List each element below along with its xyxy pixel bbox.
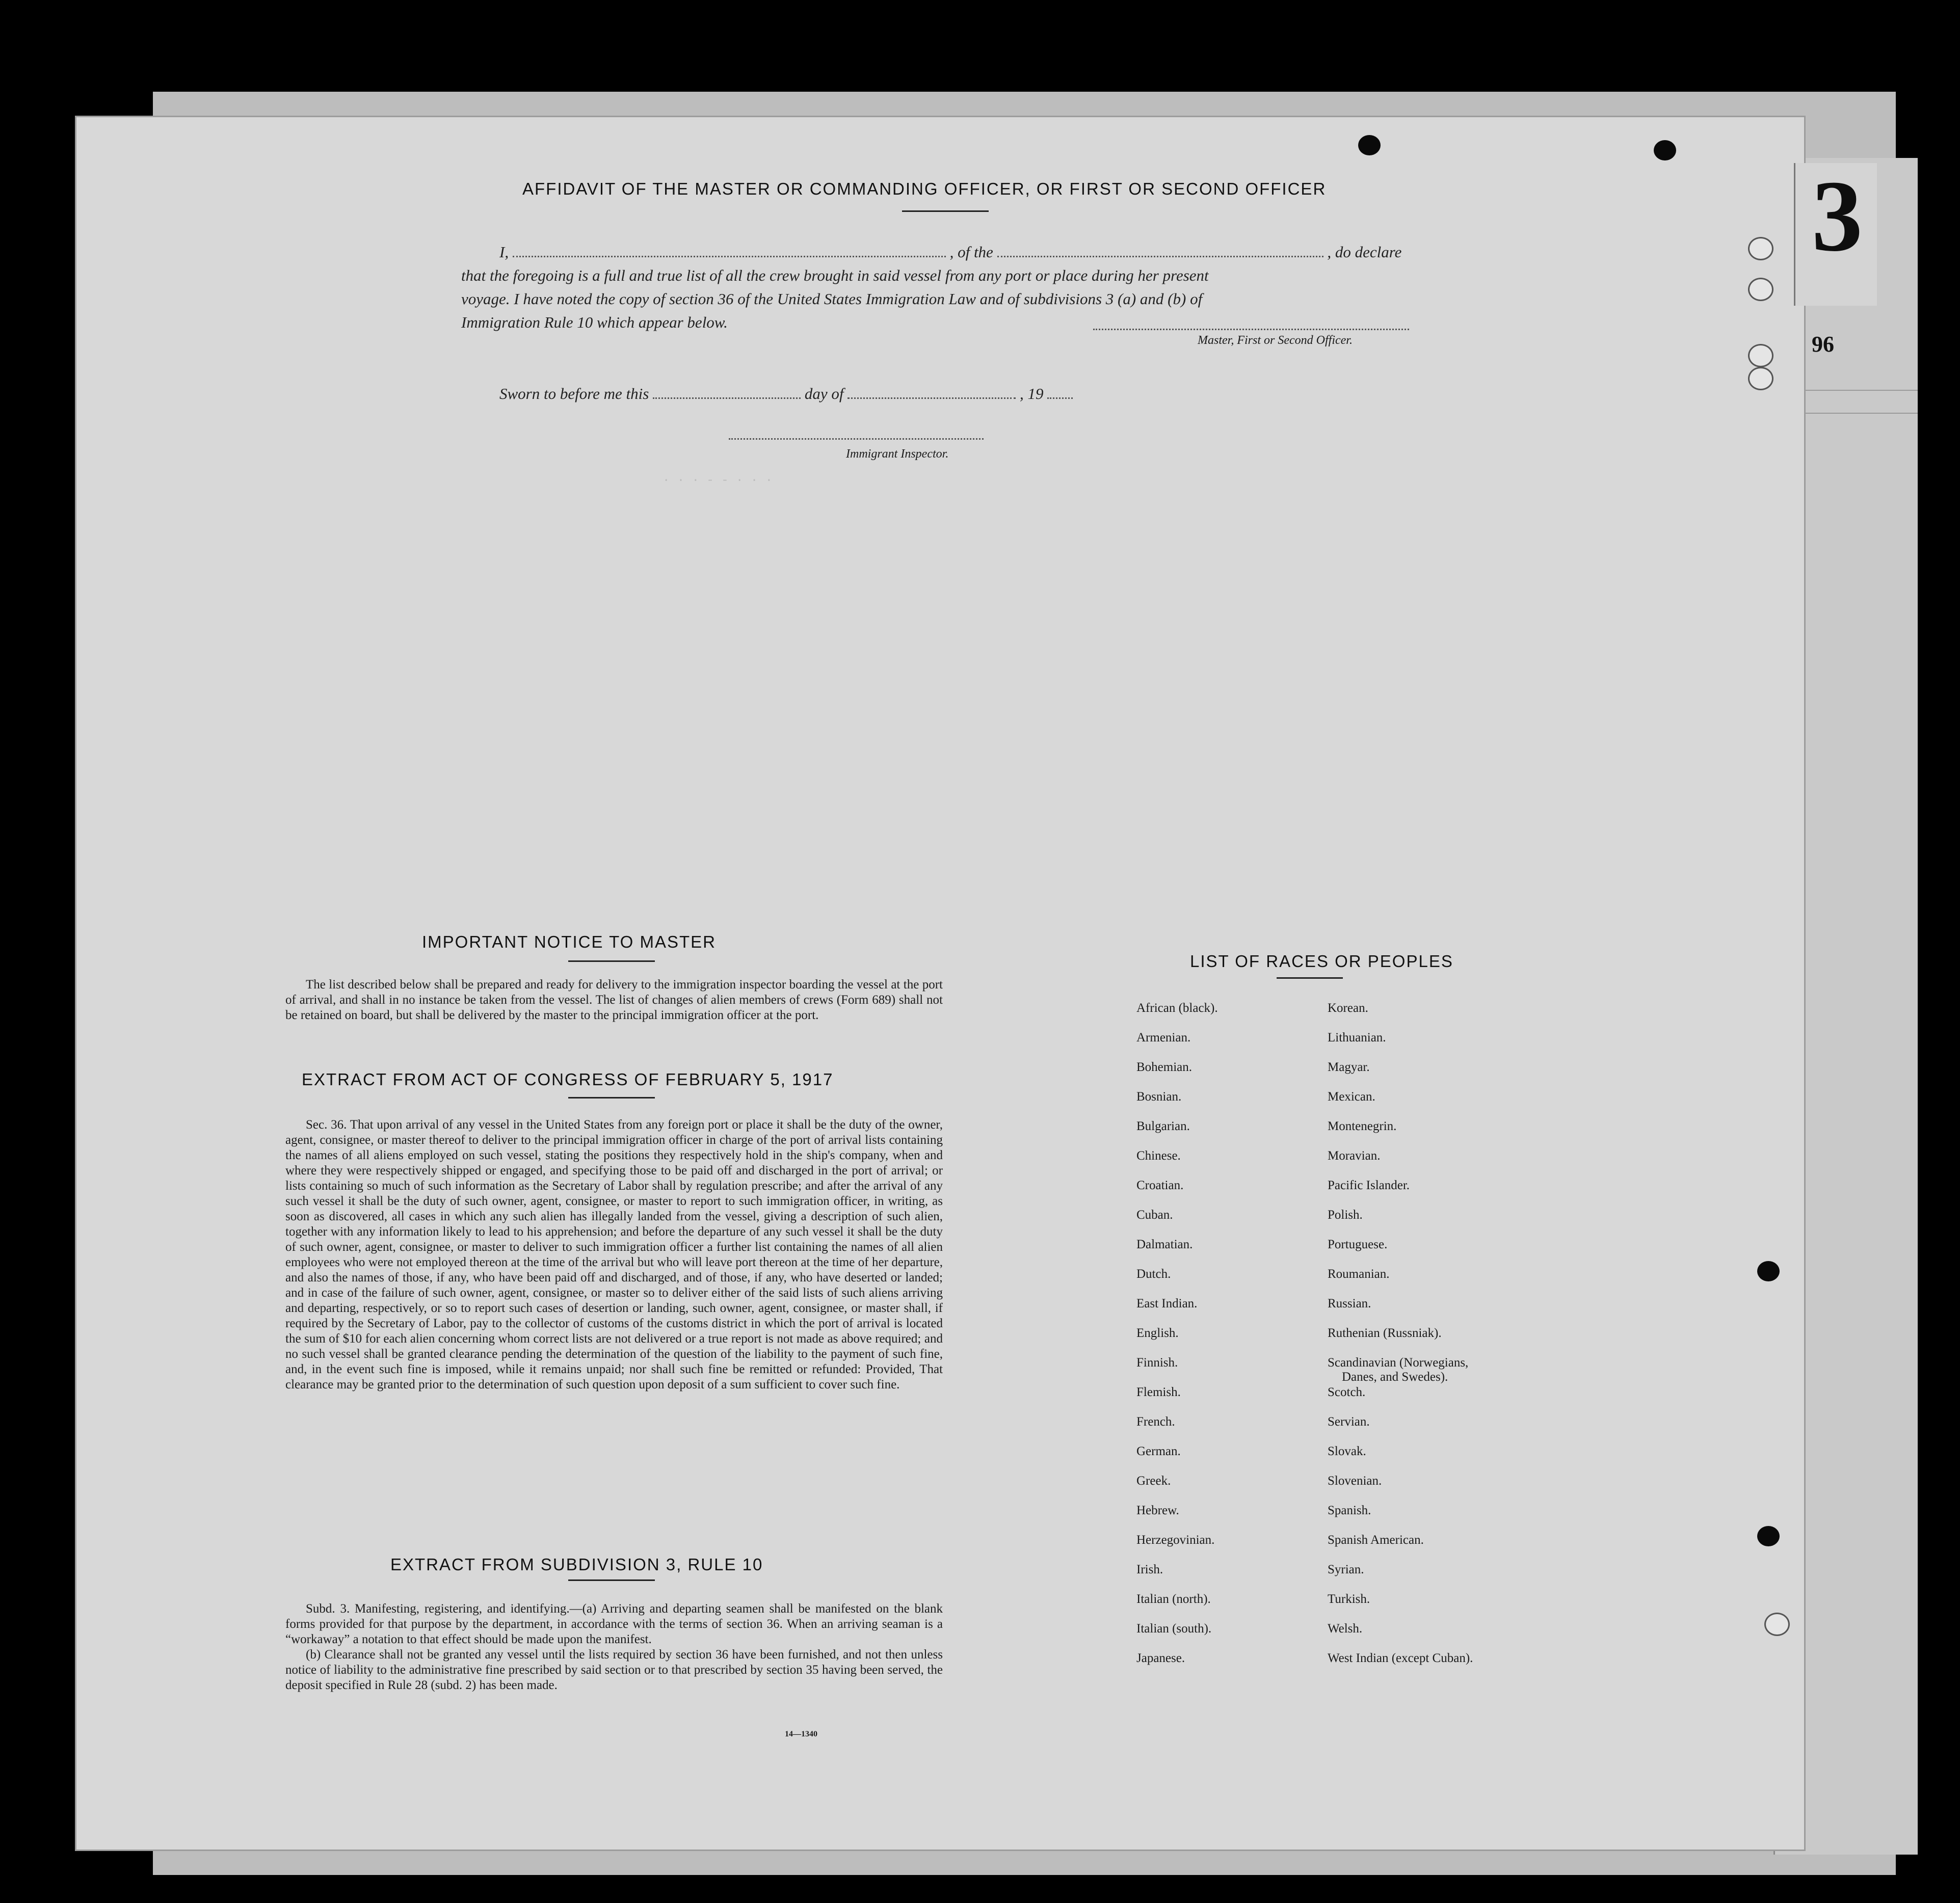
form-number: 14—1340 <box>785 1730 817 1738</box>
sworn-month-field[interactable] <box>847 397 1016 399</box>
binding-hole-3 <box>1748 344 1773 367</box>
race-item: Turkish. <box>1328 1592 1370 1606</box>
race-item: Pacific Islander. <box>1328 1178 1410 1192</box>
race-item: Scotch. <box>1328 1385 1366 1399</box>
sworn-day-field[interactable] <box>653 397 801 399</box>
race-item: Bosnian. <box>1136 1090 1182 1104</box>
notice-text <box>285 977 943 1023</box>
race-item: Slovenian. <box>1328 1474 1382 1488</box>
races-right-column <box>1328 1001 1593 1796</box>
race-item: West Indian (except Cuban). <box>1328 1651 1473 1665</box>
race-item: Korean. <box>1328 1001 1368 1015</box>
race-item: Scandinavian (Norwegians, <box>1328 1356 1469 1370</box>
race-item: Spanish. <box>1328 1504 1371 1517</box>
races-heading: LIST OF RACES OR PEOPLES <box>1190 952 1453 971</box>
declarant-prefix: I, <box>499 243 509 261</box>
race-item: Dutch. <box>1136 1267 1171 1281</box>
race-item: German. <box>1136 1444 1181 1458</box>
notice-heading: IMPORTANT NOTICE TO MASTER <box>422 932 717 951</box>
binding-hole-top-right <box>1654 140 1676 160</box>
race-item: Cuban. <box>1136 1208 1173 1222</box>
race-item: Montenegrin. <box>1328 1119 1397 1133</box>
races-left-column <box>1136 1001 1320 1796</box>
race-item: Bulgarian. <box>1136 1119 1190 1133</box>
affidavit-heading: AFFIDAVIT OF THE MASTER OR COMMANDING OFFICER, OR FIRST OR SECOND OFFICER <box>522 179 1327 198</box>
race-item: Finnish. <box>1136 1356 1178 1370</box>
notice-heading-rule <box>568 960 655 962</box>
act-text <box>285 1117 943 1392</box>
race-item: East Indian. <box>1136 1297 1198 1310</box>
day-of-text: day of <box>804 385 844 403</box>
binding-hole-top <box>1358 135 1381 155</box>
race-item: Slovak. <box>1328 1444 1366 1458</box>
act-heading: EXTRACT FROM ACT OF CONGRESS OF FEBRUARY 5, 1917 <box>302 1070 834 1089</box>
race-item: Hebrew. <box>1136 1504 1179 1517</box>
race-item: African (black). <box>1136 1001 1218 1015</box>
race-item: Italian (north). <box>1136 1592 1211 1606</box>
affidavit-line-2: that the foregoing is a full and true list of all the crew brought in said vessel from any port or place during her present <box>461 266 1209 284</box>
races-heading-rule <box>1277 977 1343 979</box>
tab-number: 3 <box>1812 160 1863 273</box>
race-item: Roumanian. <box>1328 1267 1390 1281</box>
year-prefix: , 19 <box>1019 385 1044 403</box>
side-number: 96 <box>1812 332 1834 357</box>
sworn-year-field[interactable] <box>1047 397 1073 399</box>
master-signature-line[interactable] <box>1093 329 1409 330</box>
form-page <box>76 117 1804 1850</box>
rule-heading: EXTRACT FROM SUBDIVISION 3, RULE 10 <box>390 1555 763 1574</box>
binding-hole-7 <box>1764 1613 1790 1636</box>
inspector-label: Immigrant Inspector. <box>846 447 949 461</box>
race-item: Syrian. <box>1328 1563 1364 1576</box>
binding-hole-1 <box>1748 237 1773 260</box>
race-item: Welsh. <box>1328 1622 1363 1636</box>
race-item: Herzegovinian. <box>1136 1533 1215 1547</box>
affidavit-line-3: voyage. I have noted the copy of section 36 of the United States Immigration Law and of subdivisions 3 (a) and (b) of <box>461 290 1203 308</box>
race-item: Ruthenian (Russniak). <box>1328 1326 1442 1340</box>
declarant-name-field[interactable] <box>513 256 946 257</box>
race-item: Spanish American. <box>1328 1533 1424 1547</box>
inspector-signature-line[interactable] <box>729 438 984 440</box>
binding-hole-2 <box>1748 278 1773 301</box>
race-item: Greek. <box>1136 1474 1171 1488</box>
race-item: Lithuanian. <box>1328 1031 1386 1044</box>
vessel-name-field[interactable] <box>997 256 1323 257</box>
binding-hole-4 <box>1748 367 1773 390</box>
race-item: Polish. <box>1328 1208 1363 1222</box>
race-item: Japanese. <box>1136 1651 1185 1665</box>
sworn-text: Sworn to before me this <box>499 385 649 403</box>
race-item: Magyar. <box>1328 1060 1370 1074</box>
race-item: Chinese. <box>1136 1149 1181 1163</box>
affidavit-line-1 <box>499 243 1498 261</box>
race-item: Flemish. <box>1136 1385 1181 1399</box>
master-signature-label: Master, First or Second Officer. <box>1198 334 1353 347</box>
race-item: French. <box>1136 1415 1175 1429</box>
binding-hole-6 <box>1757 1526 1780 1546</box>
race-item: Portuguese. <box>1328 1238 1388 1251</box>
rule-text <box>285 1601 943 1693</box>
binding-hole-5 <box>1757 1261 1780 1281</box>
declare-text: , do declare <box>1327 243 1402 261</box>
race-item: Servian. <box>1328 1415 1370 1429</box>
sworn-line <box>499 385 1073 403</box>
race-item: Croatian. <box>1136 1178 1184 1192</box>
act-paragraph: Sec. 36. That upon arrival of any vessel in the United States from any foreign port or place it shall be the duty of the owner, agent, consignee, or master thereof to deliver to the principal immigration officer in charge of the port of arrival lists containing the names of all aliens employed on such vessel, stating the positions they respectively hold in the ship's company, when and where they were respectively shipped or engaged, and specifying those to be paid off and discharged in the port of arrival; or lists containing so much of such information as the Secretary of Labor shall by regulation prescribe; and after the arrival of any such vessel it shall be the duty of such owner, agent, consignee, or master to report to such immigration officer, in writing, as soon as discovered, all cases in which any such alien has illegally landed from the vessel, giving a description of such alien, together with any information likely to lead to his apprehension; and before the departure of any such vessel it shall be the duty of such owner, agent, consignee, or master to deliver to such immigration officer a further list containing the names of all alien employees who were not employed thereon at the time of the arrival but who will leave port thereon at the time of her departure, and also the names of those, if any, who have been paid off and discharged, and of those, if any, who have deserted or landed; and in case of the failure of such owner, agent, consignee, or master so to deliver either of the said lists of such aliens arriving and departing, respectively, or so to report such cases of desertion or landing, such owner, agent, consignee, or master shall, if required by the Secretary of Labor, pay to the collector of customs of the customs district in which the port of arrival is located the sum of $10 for each alien concerning whom correct lists are not delivered or a true report is not made as above required; and no such vessel shall be granted clearance pending the determination of the question of the liability to the payment of such fine, and, in the event such fine is imposed, while it remains unpaid; nor shall such fine be remitted or refunded: Provided, That clearance may be granted prior to the determination of such question upon deposit of a sum sufficient to cover such fine. <box>285 1118 943 1391</box>
race-item: English. <box>1136 1326 1179 1340</box>
affidavit-line-4: Immigration Rule 10 which appear below. <box>461 313 728 331</box>
act-heading-rule <box>568 1097 655 1098</box>
affidavit-heading-rule <box>902 210 989 212</box>
race-item: Danes, and Swedes). <box>1342 1370 1448 1384</box>
notice-paragraph: The list described below shall be prepared and ready for delivery to the immigration inspector boarding the vessel at the port of arrival, and shall in no instance be taken from the vessel. The list of changes of alien members of crews (Form 689) shall not be retained on board, but shall be delivered by the master to the principal immigration officer at the port. <box>285 978 943 1022</box>
race-item: Dalmatian. <box>1136 1238 1193 1251</box>
vessel-prefix: , of the <box>949 243 993 261</box>
rule-paragraph-a: Subd. 3. Manifesting, registering, and identifying.—(a) Arriving and departing seamen shall be manifested on the blank forms provided for that purpose by the department, in accordance with the terms of section 36. When an arriving seaman is a “workaway” a notation to that effect should be made upon the manifest. <box>285 1602 943 1646</box>
rule-paragraph-b: (b) Clearance shall not be granted any vessel until the lists required by section 36 have been furnished, and not then unless notice of liability to the administrative fine prescribed by said section or to that prescribed by section 35 having been served, the deposit specified in Rule 28 (subd. 2) has been made. <box>285 1648 943 1692</box>
race-item: Irish. <box>1136 1563 1163 1576</box>
race-item: Bohemian. <box>1136 1060 1193 1074</box>
race-item: Moravian. <box>1328 1149 1381 1163</box>
race-item: Armenian. <box>1136 1031 1191 1044</box>
race-item: Russian. <box>1328 1297 1371 1310</box>
bleed-through-marks: · · · - - · · · <box>663 474 773 488</box>
rule-heading-rule <box>568 1579 655 1581</box>
race-item: Italian (south). <box>1136 1622 1212 1636</box>
race-item: Mexican. <box>1328 1090 1375 1104</box>
